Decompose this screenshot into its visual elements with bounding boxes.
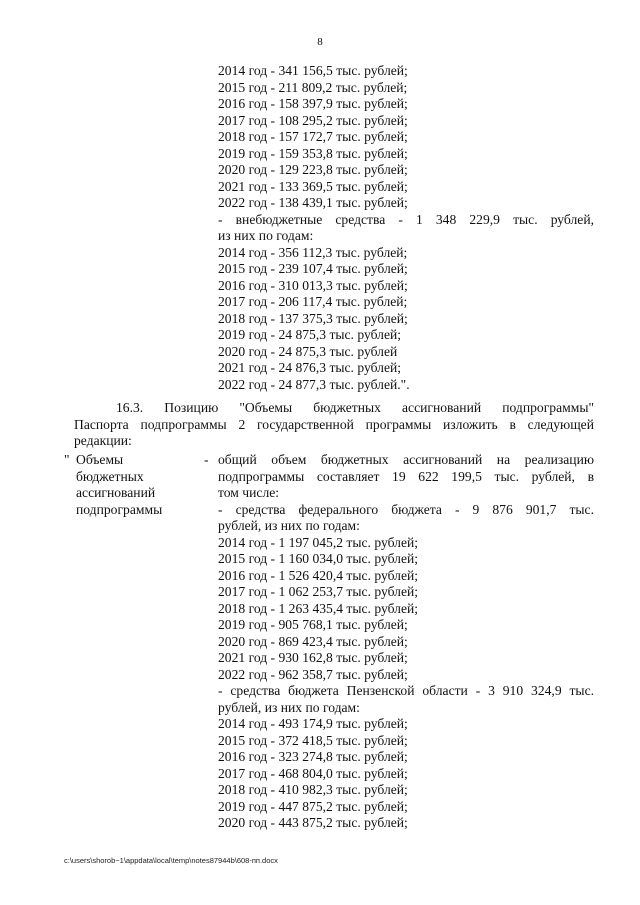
year-line: 2019 год - 24 875,3 тыс. рублей; <box>218 327 402 342</box>
year-line: 2014 год - 1 197 045,2 тыс. рублей; <box>218 534 419 550</box>
label-line: подпрограммы <box>76 501 163 517</box>
year-line: 2020 год - 443 875,2 тыс. рублей; <box>218 815 408 830</box>
year-line: 2016 год - 310 013,3 тыс. рублей; <box>218 277 408 293</box>
year-line: 2022 год - 138 439,1 тыс. рублей; <box>218 195 408 210</box>
year-line: 2018 год - 137 375,3 тыс. рублей; <box>218 310 408 326</box>
year-line: 2014 год - 356 112,3 тыс. рублей; <box>218 244 408 260</box>
year-line: 2021 год - 930 162,8 тыс. рублей; <box>218 650 408 665</box>
year-line: 2017 год - 206 117,4 тыс. рублей; <box>218 294 408 309</box>
year-line: 2017 год - 468 804,0 тыс. рублей; <box>218 765 408 781</box>
extrabudget-heading: - внебюджетные средства - 1 348 229,9 тыс. рублей, <box>218 211 594 227</box>
total-line: общий объем бюджетных ассигнований на реализацию <box>218 452 594 467</box>
year-line: 2019 год - 159 353,8 тыс. рублей; <box>218 145 408 161</box>
position-label <box>64 452 194 518</box>
year-line: 2021 год - 133 369,5 тыс. рублей; <box>218 178 408 194</box>
page-number: 8 <box>317 36 323 48</box>
regional-subheading: рублей, из них по годам: <box>218 699 360 715</box>
top-funding-block <box>218 63 594 393</box>
year-line: 2016 год - 1 526 420,4 тыс. рублей; <box>218 567 419 583</box>
year-line: 2017 год - 108 295,2 тыс. рублей; <box>218 112 408 128</box>
label-line: Объемы <box>76 452 124 467</box>
federal-subheading: рублей, из них по годам: <box>218 518 360 533</box>
paragraph-line: 16.3. Позицию "Объемы бюджетных ассигнований подпрограммы" <box>116 400 594 415</box>
year-line: 2015 год - 239 107,4 тыс. рублей; <box>218 261 408 276</box>
position-content <box>218 452 594 832</box>
label-line: бюджетных <box>76 468 144 484</box>
year-line: 2018 год - 1 263 435,4 тыс. рублей; <box>218 600 419 616</box>
year-line: 2020 год - 24 875,3 тыс. рублей <box>218 343 398 359</box>
amendment-paragraph <box>74 400 594 450</box>
year-line: 2016 год - 323 274,8 тыс. рублей; <box>218 749 408 764</box>
year-line: 2020 год - 869 423,4 тыс. рублей; <box>218 633 408 649</box>
paragraph-line: редакции: <box>74 433 132 448</box>
separator-dash: - <box>204 452 209 467</box>
year-line: 2017 год - 1 062 253,7 тыс. рублей; <box>218 584 419 599</box>
year-line: 2018 год - 157 172,7 тыс. рублей; <box>218 129 408 144</box>
year-line: 2022 год - 962 358,7 тыс. рублей; <box>218 666 408 682</box>
year-line: 2015 год - 211 809,2 тыс. рублей; <box>218 79 408 95</box>
federal-heading: - средства федерального бюджета - 9 876 901,7 тыс. <box>218 501 594 517</box>
year-line: 2019 год - 905 768,1 тыс. рублей; <box>218 617 408 632</box>
label-line: ассигнований <box>76 485 156 500</box>
year-line: 2018 год - 410 982,3 тыс. рублей; <box>218 782 408 797</box>
year-line: 2014 год - 341 156,5 тыс. рублей; <box>218 63 408 78</box>
year-line: 2019 год - 447 875,2 тыс. рублей; <box>218 798 408 814</box>
opening-quote: " <box>64 452 70 467</box>
year-line: 2016 год - 158 397,9 тыс. рублей; <box>218 96 408 111</box>
regional-heading: - средства бюджета Пензенской области - 3 910 324,9 тыс. <box>218 683 594 698</box>
year-line: 2020 год - 129 223,8 тыс. рублей; <box>218 162 408 177</box>
total-line: подпрограммы составляет 19 622 199,5 тыс. рублей, в <box>218 468 594 484</box>
year-line: 2015 год - 1 160 034,0 тыс. рублей; <box>218 551 419 566</box>
total-line: том числе: <box>218 485 280 500</box>
year-line: 2021 год - 24 876,3 тыс. рублей; <box>218 360 402 375</box>
file-path-footer: c:\users\shorob~1\appdata\local\temp\notes87944b\608-пп.docx <box>64 856 278 865</box>
year-line: 2014 год - 493 174,9 тыс. рублей; <box>218 716 408 731</box>
paragraph-line: Паспорта подпрограммы 2 государственной программы изложить в следующей <box>74 416 594 432</box>
year-line: 2022 год - 24 877,3 тыс. рублей.". <box>218 376 410 392</box>
extrabudget-subheading: из них по годам: <box>218 228 314 243</box>
year-line: 2015 год - 372 418,5 тыс. рублей; <box>218 732 408 748</box>
